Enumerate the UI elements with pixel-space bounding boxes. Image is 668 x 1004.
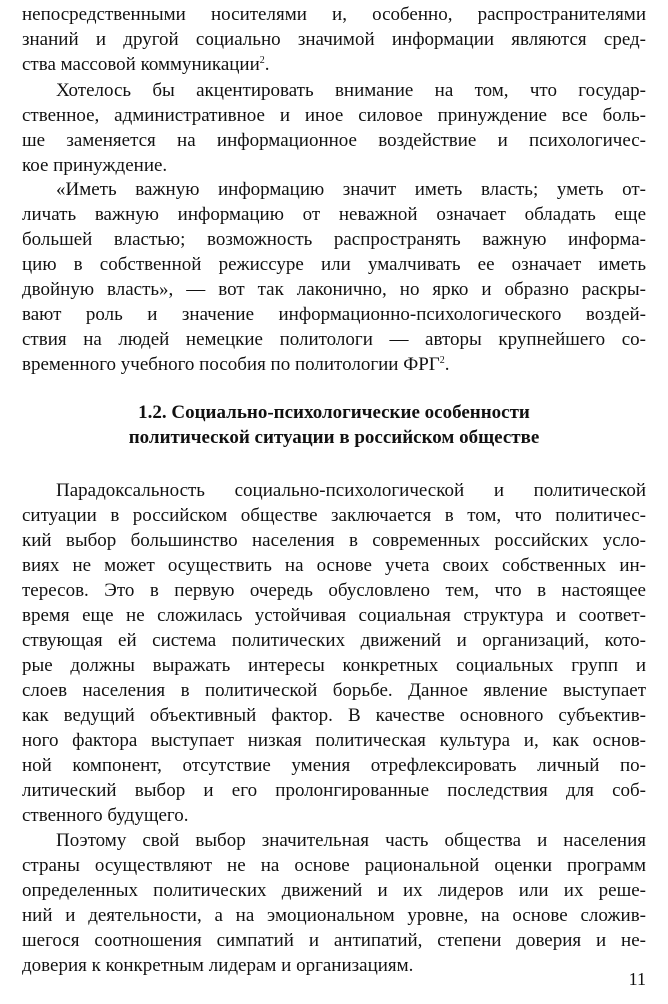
text-line-content: ства массовой коммуникации <box>22 54 260 75</box>
text-line: ственного будущего. <box>22 805 189 826</box>
paragraph-coercion <box>22 78 646 178</box>
text-line: как ведущий объективный фактор. В качестве основного субъектив- <box>22 705 646 726</box>
text-line: кое принуждение. <box>22 155 168 176</box>
text-line <box>22 352 646 377</box>
text-line: ний и деятельности, а на эмоциональном уровне, на основе сложив- <box>22 905 646 926</box>
section-heading-line: 1.2. Социально-психологические особенности <box>138 402 530 423</box>
paragraph-choice <box>22 828 646 978</box>
text-line: двойную власть», — вот так лаконично, но ярко и образно раскры- <box>22 279 646 300</box>
section-heading <box>0 400 668 450</box>
text-line: вают роль и значение информационно-психологического воздей- <box>22 304 646 325</box>
text-line: слоев населения в политической борьбе. Данное явление выступает <box>22 680 646 701</box>
text-line: ствующая ей система политических движений и организаций, кото- <box>22 630 646 651</box>
text-line-content: временного учебного пособия по политологии ФРГ <box>22 354 440 375</box>
text-line: ного фактора выступает низкая политическая культура и, как основ- <box>22 730 646 751</box>
text-line: время еще не сложилась устойчивая социальная структура и соответ- <box>22 605 646 626</box>
text-line: непосредственными носителями и, особенно, распространителями <box>22 4 646 25</box>
text-line: доверия к конкретным лидерам и организациям. <box>22 955 414 976</box>
footnote-reference: 2 <box>259 55 265 66</box>
text-line: шегося соотношения симпатий и антипатий, степени доверия и не- <box>22 930 646 951</box>
sentence-end: . <box>444 354 450 375</box>
text-line: ше заменяется на информационное воздействие и психологичес- <box>22 130 646 151</box>
text-line: Поэтому свой выбор значительная часть общества и населения <box>56 830 646 851</box>
text-line: рые должны выражать интересы конкретных социальных групп и <box>22 655 646 676</box>
text-line: большей властью; возможность распространять важную информа- <box>22 229 646 250</box>
text-line: Хотелось бы акцентировать внимание на том, что государ- <box>56 80 646 101</box>
text-line: цию в собственной режиссуре или умалчивать ее означает иметь <box>22 254 646 275</box>
text-line: ствия на людей немецкие политологи — авторы крупнейшего со- <box>22 329 646 350</box>
text-line: ной компонент, отсутствие умения отрефлексировать личный по- <box>22 755 646 776</box>
text-line: кий выбор большинство населения в современных российских усло- <box>22 530 646 551</box>
text-line: определенных политических движений и их лидеров или их реше- <box>22 880 646 901</box>
page-number: 11 <box>628 969 646 989</box>
text-line: личать важную информацию от неважной означает обладать еще <box>22 204 646 225</box>
section-heading-line: политической ситуации в российском обществе <box>128 427 540 448</box>
sentence-end: . <box>264 54 270 75</box>
text-line: знаний и другой социально значимой информации являются сред- <box>22 29 646 50</box>
paragraph-paradox <box>22 478 646 828</box>
text-line: литический выбор и его пролонгированные последствия для соб- <box>22 780 646 801</box>
text-line: страны осуществляют не на основе рациональной оценки программ <box>22 855 646 876</box>
text-line: виях не может осуществить на основе учета своих собственных ин- <box>22 555 646 576</box>
paragraph-continuation <box>22 2 646 77</box>
text-line: ситуации в российском обществе заключается в том, что политичес- <box>22 505 646 526</box>
text-line: Парадоксальность социально-психологической и политической <box>56 480 646 501</box>
text-line: ственное, административное и иное силовое принуждение все боль- <box>22 105 646 126</box>
paragraph-quote <box>22 177 646 377</box>
text-line <box>22 52 646 77</box>
footnote-reference: 2 <box>439 355 445 366</box>
text-line: тересов. Это в первую очередь обусловлено тем, что в настоящее <box>22 580 646 601</box>
text-line: «Иметь важную информацию значит иметь власть; уметь от- <box>56 179 646 200</box>
